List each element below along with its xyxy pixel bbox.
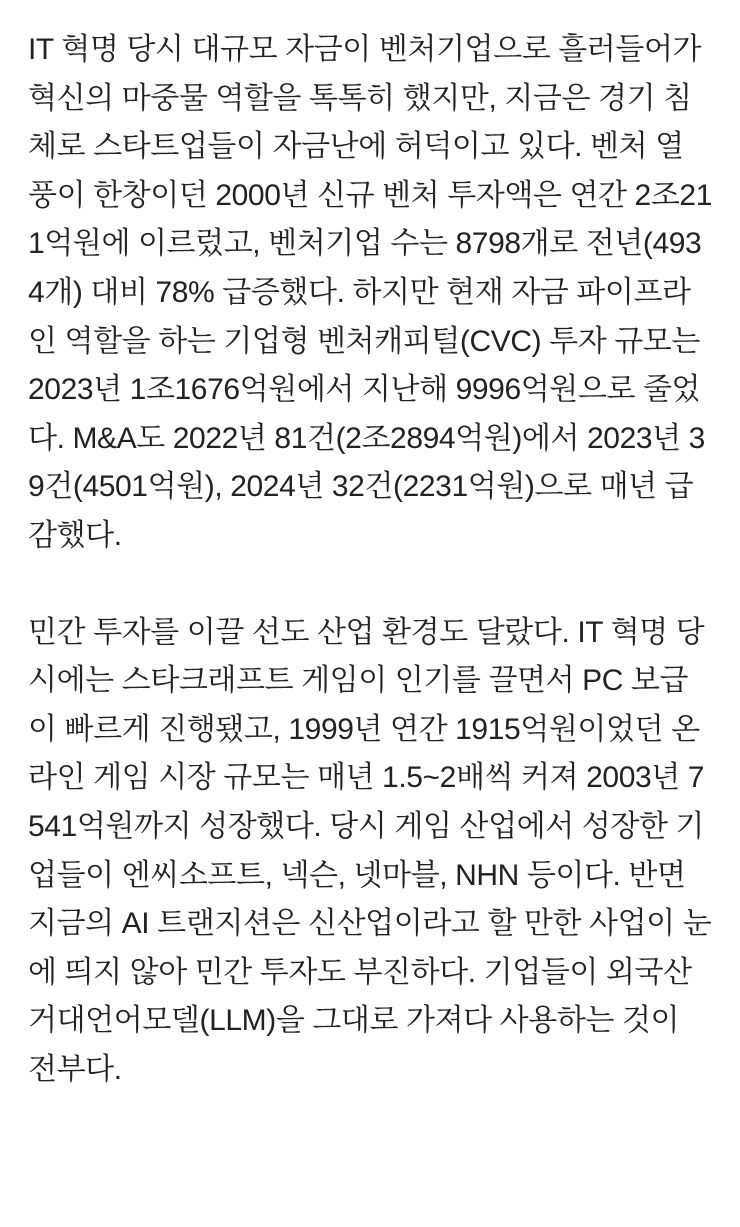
article-paragraph-2: 민간 투자를 이끌 선도 산업 환경도 달랐다. IT 혁명 당시에는 스타크래프트 게임이 인기를 끌면서 PC 보급이 빠르게 진행됐고, 1999년 연간 1915억원이었던 온라인 게임 시장 규모는 매년 1.5~2배씩 커져 2003년 7541억원까지 성장했다. 당시 게임 산업에서 성장한 기업들이 엔씨소프트, 넥슨, 넷마블, NHN 등이다. 반면 지금의 AI 트랜지션은 신산업이라고 할 만한 사업이 눈에 띄지 않아 민간 투자도 부진하다. 기업들이 외국산 거대언어모델(LLM)을 그대로 가져다 사용하는 것이 전부다. <box>28 615 712 1086</box>
article-paragraph-1: IT 혁명 당시 대규모 자금이 벤처기업으로 흘러들어가 혁신의 마중물 역할을 톡톡히 했지만, 지금은 경기 침체로 스타트업들이 자금난에 허덕이고 있다. 벤처 열풍이 한창이던 2000년 신규 벤처 투자액은 연간 2조211억원에 이르렀고, 벤처기업 수는 8798개로 전년(4934개) 대비 78% 급증했다. 하지만 현재 자금 파이프라인 역할을 하는 기업형 벤처캐피털(CVC) 투자 규모는 2023년 1조1676억원에서 지난해 9996억원으로 줄었다. M&A도 2022년 81건(2조2894억원)에서 2023년 39건(4501억원), 2024년 32건(2231억원)으로 매년 급감했다. <box>28 33 712 552</box>
